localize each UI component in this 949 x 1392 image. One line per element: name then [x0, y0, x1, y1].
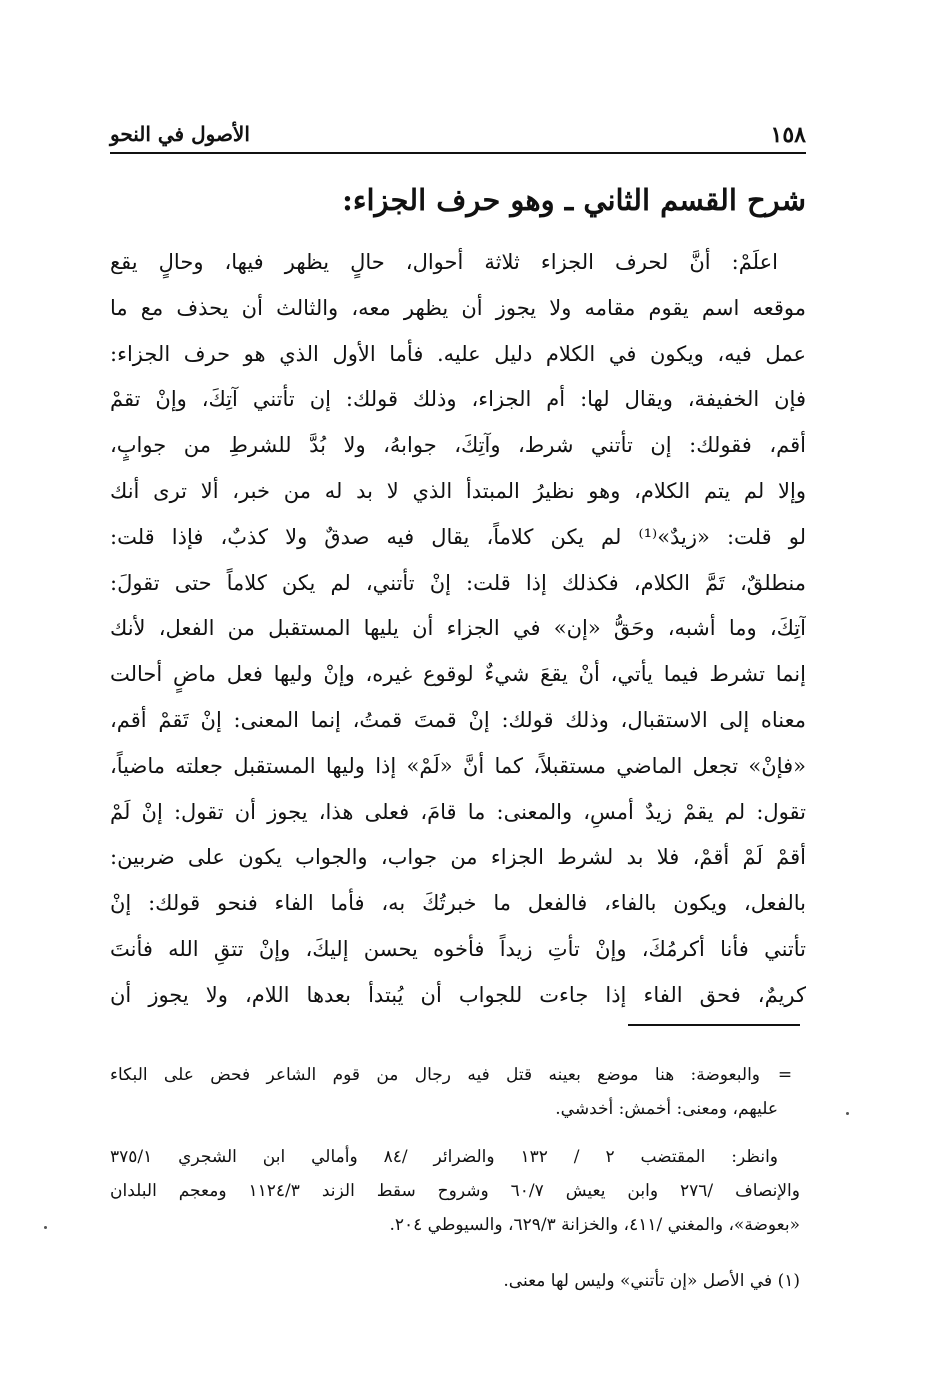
footnote-continuation — [110, 1058, 800, 1126]
body-line: اعلَمْ: أنَّ لحرف الجزاء ثلاثة أحوال، حالٍ يظهر فيها، وحالٍ يقع — [110, 250, 778, 274]
page-number: ١٥٨ — [770, 122, 806, 148]
body-line: إنما تشرط فيما يأتي، أنْ يقعَ شيءٌ لوقوع غيره، وإنْ وليها فعل ماضٍ أحالت — [110, 662, 806, 687]
body-line: منطلقٌ، تَمَّ الكلام، فكذلك إذا قلت: إنْ تأتني، لم يكن كلاماً حتى تقولَ: — [110, 570, 806, 595]
scan-speck — [44, 1226, 47, 1229]
body-line: آتِكَ، وما أشبه، وحَقُّ «إن» في الجزاء أن يليها المستقبل من الفعل، لأنك — [110, 616, 806, 641]
footnote-separator — [628, 1024, 800, 1026]
body-line: لو قلت: «زيدٌ»⁽¹⁾ لم يكن كلاماً، يقال فيه صدقٌ ولا كذبٌ، فإذا قلت: — [110, 524, 806, 549]
header-rule — [110, 152, 806, 154]
scan-speck — [846, 1112, 849, 1115]
page-header — [110, 120, 806, 156]
footnote-line: والبعوضة: هنا موضع بعينه قتل فيه رجال من قوم الشاعر فحض على البكاء — [110, 1065, 760, 1085]
section-title: شرح القسم الثاني ـ وهو حرف الجزاء: — [342, 183, 806, 217]
footnote-line: عليهم، ومعنى: أخمش: أخدشي. — [555, 1099, 778, 1119]
body-text — [110, 240, 806, 1019]
continuation-marker: = — [777, 1065, 793, 1085]
footnote-line: وانظر: المقتضب ٢ / ١٣٢ والضرائر /٨٤ وأمالي ابن الشجري ٣٧٥/١ — [110, 1147, 779, 1167]
body-line: بالفعل، ويكون بالفاء، فالفعل ما خبرتُكَ به، فأما الفاء فنحو قولك: إنْ — [110, 891, 806, 916]
body-line: فإن الخفيفة، ويقال لها: أم الجزاء، وذلك قولك: إن تأتني آتِكَ، وإنْ تقمْ — [110, 387, 806, 412]
footnote-line: والإنصاف /٢٧٦ وابن يعيش ٦٠/٧ وشروح سقط الزند ١١٢٤/٣ ومعجم البلدان — [110, 1181, 800, 1201]
running-title: الأصول في النحو — [110, 122, 250, 146]
footnote-1 — [110, 1264, 800, 1298]
body-line: موقعه اسم يقوم مقامه ولا يجوز أن يظهر معه، والثالث أن يحذف مع ما — [110, 295, 806, 320]
footnote-line: (١) في الأصل «إن تأتني» وليس لها معنى. — [503, 1271, 800, 1291]
body-line: أقم، فقولك: إن تأتني شرط، وآتِكَ، جوابهُ، ولا بُدَّ للشرطِ من جوابٍ، — [110, 433, 806, 458]
body-line: تقول: لم يقمْ زيدٌ أمسِ، والمعنى: ما قامَ، فعلى هذا، يجوز أن تقول: إنْ لَمْ — [110, 799, 806, 824]
body-line: أقمْ لَمْ أقمْ، فلا بد لشرط الجزاء من جواب، والجواب يكون على ضربين: — [110, 845, 806, 870]
body-line: معناه إلى الاستقبال، وذلك قولك: إنْ قمتَ قمتُ، إنما المعنى: إنْ تَقمْ أقم، — [110, 707, 806, 732]
body-line: وإلا لم يتم الكلام، وهو نظيرُ المبتدأ الذي لا بد له من خبر، ألا ترى أنك — [110, 478, 806, 503]
body-line: «فإنْ» تجعل الماضي مستقبلاً، كما أنَّ «لَمْ» إذا وليها المستقبل جعلته ماضياً، — [110, 753, 806, 778]
body-line: تأتني فأنا أكرمُكَ، وإنْ تأتِ زيداً فأخوه يحسن إليكَ، وإنْ تتقِ الله فأنتَ — [110, 936, 806, 961]
body-line: عمل فيه، ويكون في الكلام دليل عليه. فأما الأول الذي هو حرف الجزاء: — [110, 341, 806, 366]
footnote-references — [110, 1140, 800, 1242]
body-line: كريمٌ، فحق الفاء إذا جاءت للجواب أن يُبتدأ بعدها اللام، ولا يجوز أن — [110, 982, 806, 1007]
footnote-line: «بعوضة»، والمغني /٤١١، والخزانة ٦٢٩/٣، والسيوطي ٢٠٤. — [389, 1215, 800, 1235]
